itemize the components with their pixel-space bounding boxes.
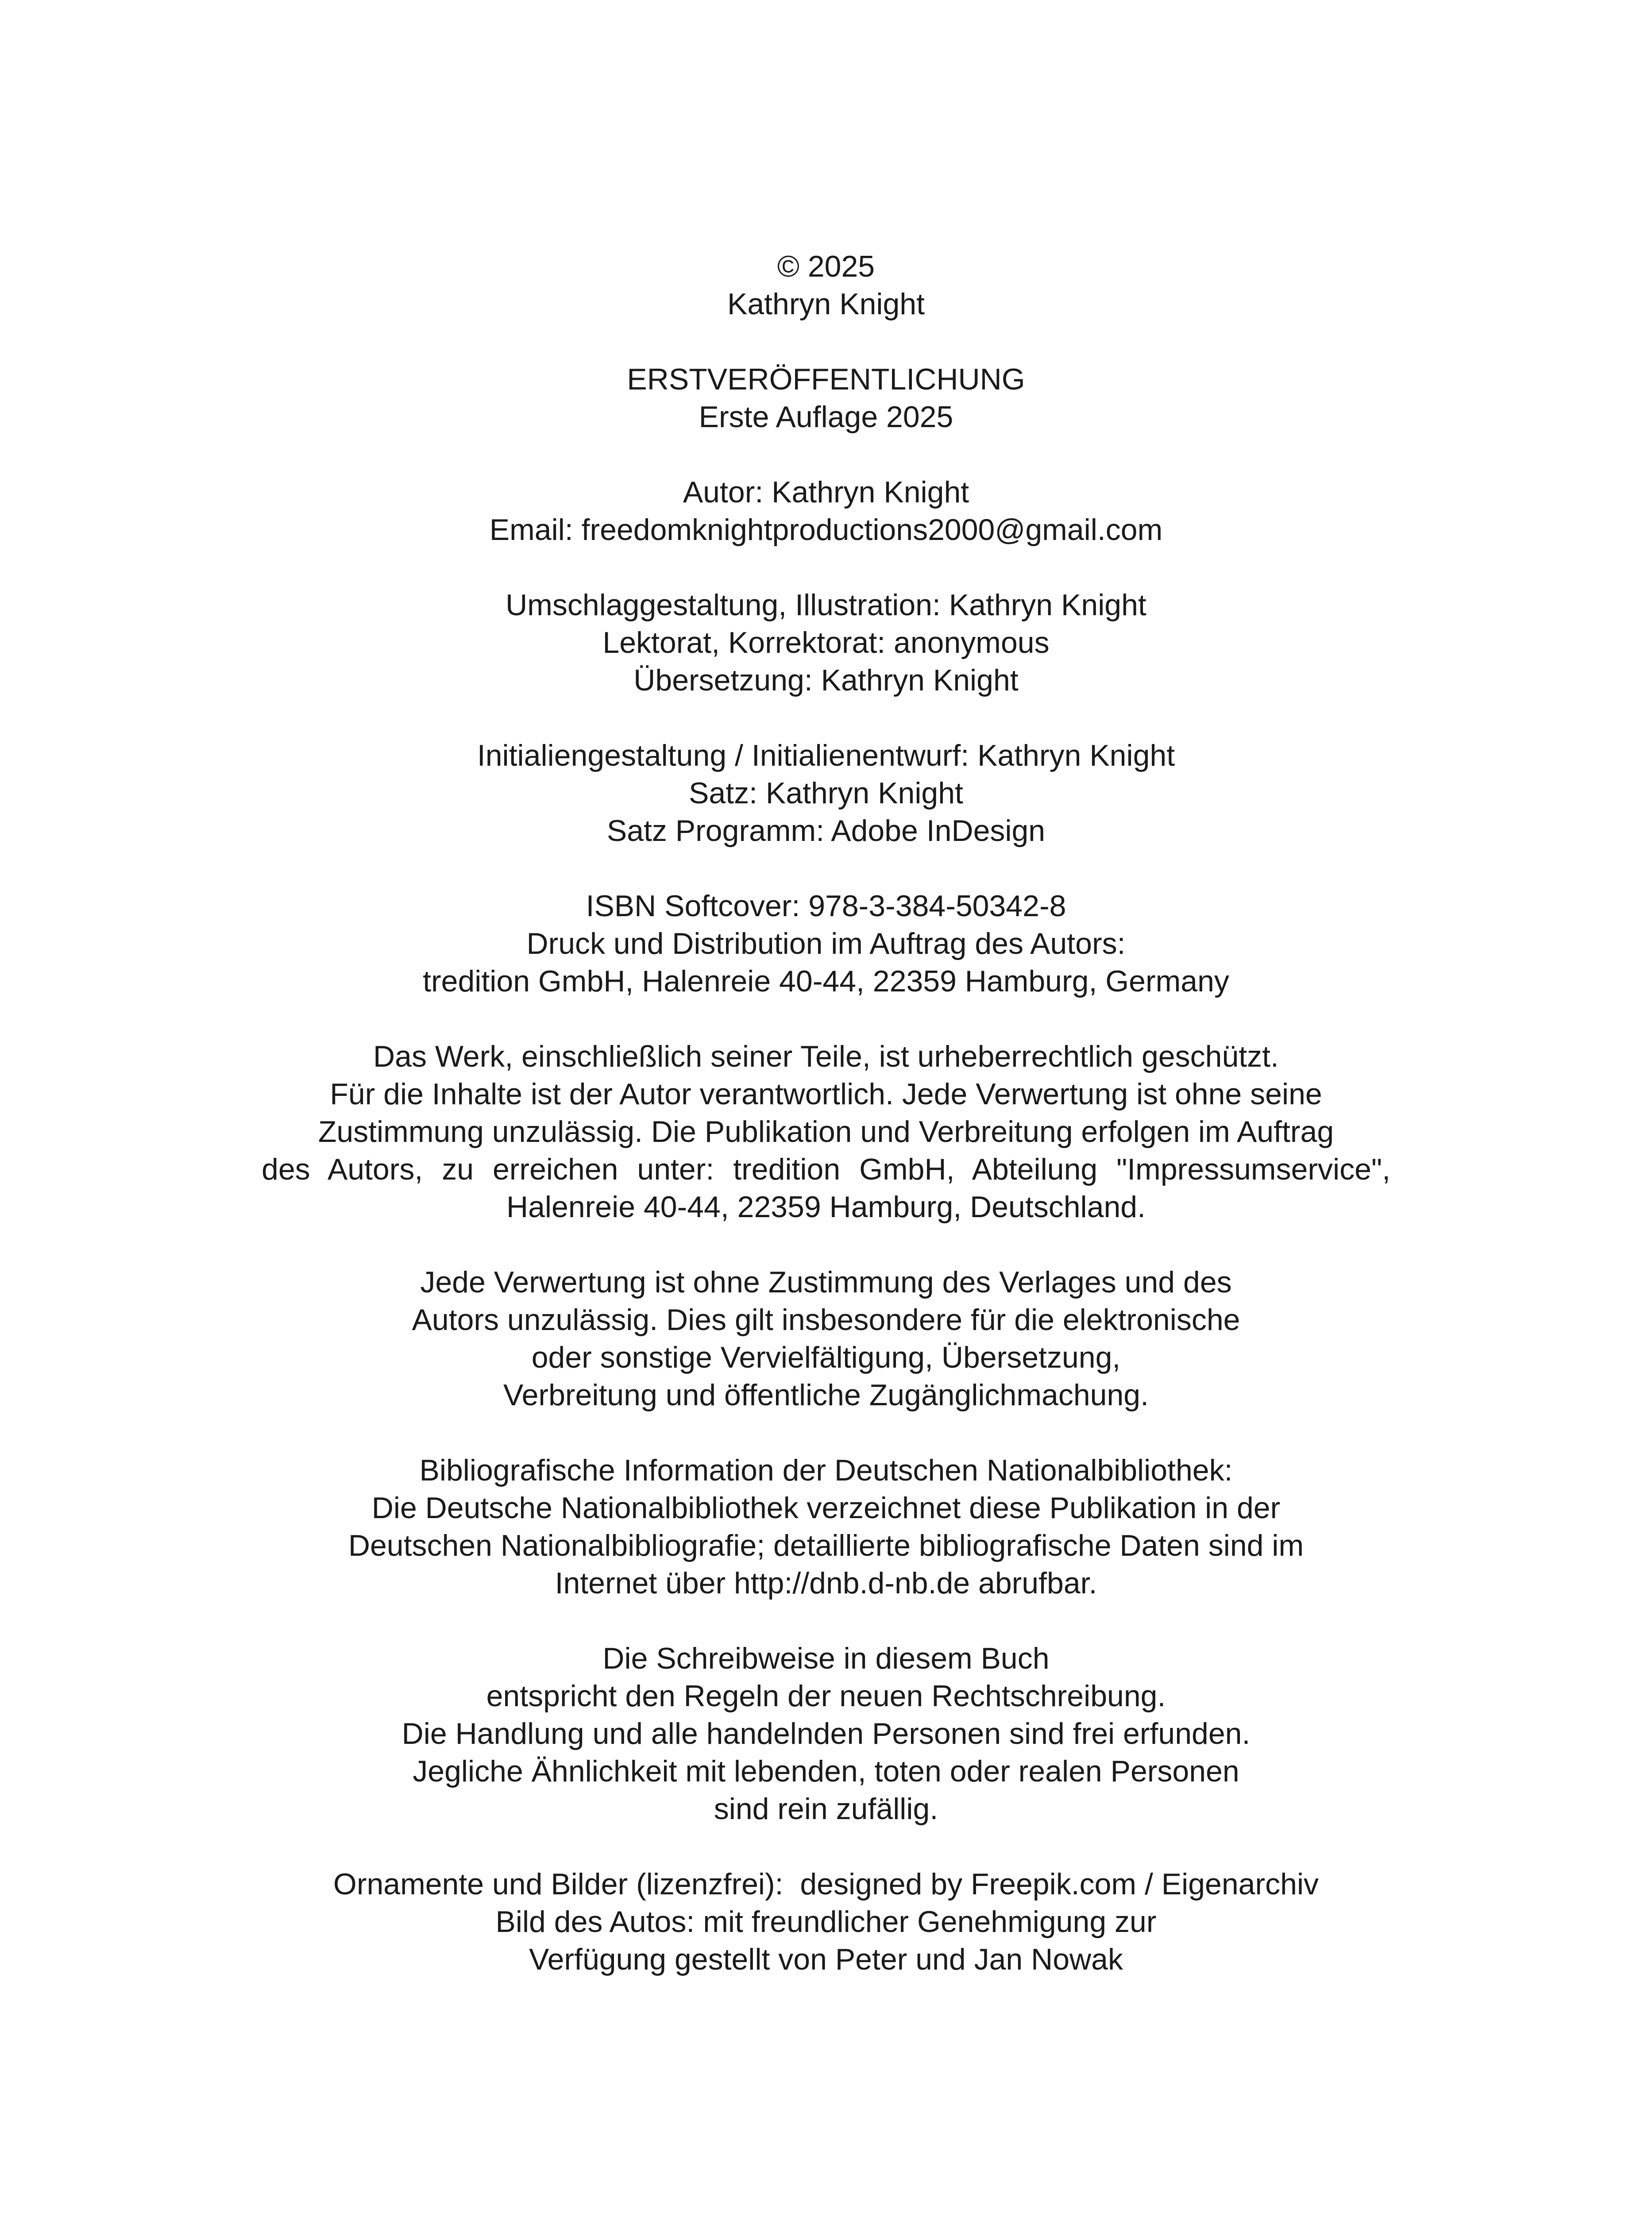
copyright-notice-line: Zustimmung unzulässig. Die Publikation und Verbreitung erfolgen im Auftrag <box>318 1115 1334 1149</box>
copyright-block <box>0 248 1652 323</box>
bibliographic-info-line: Die Deutsche Nationalbibliothek verzeichnet diese Publikation in der <box>371 1491 1281 1525</box>
edition-line: Erste Auflage 2025 <box>699 400 953 434</box>
spelling-fiction-line: Jegliche Ähnlichkeit mit lebenden, toten oder realen Personen <box>413 1754 1239 1788</box>
copyright-holder: Kathryn Knight <box>727 287 925 321</box>
image-credits-block <box>0 1866 1652 1978</box>
spelling-fiction-line: entspricht den Regeln der neuen Rechtschreibung. <box>486 1679 1166 1713</box>
usage-notice-line: Verbreitung und öffentliche Zugänglichmachung. <box>503 1378 1149 1412</box>
copyright-notice-block <box>0 1038 1652 1226</box>
copyright-notice-line: des Autors, zu erreichen unter: tredition GmbH, Abteilung "Impressumservice", <box>262 1153 1390 1186</box>
spelling-fiction-line: Die Schreibweise in diesem Buch <box>602 1642 1050 1675</box>
copyright-notice-line: Das Werk, einschließlich seiner Teile, ist urheberrechtlich geschützt. <box>373 1040 1279 1073</box>
translation-credit: Übersetzung: Kathryn Knight <box>633 663 1019 697</box>
publisher-address: tredition GmbH, Halenreie 40-44, 22359 Hamburg, Germany <box>423 964 1229 998</box>
bibliographic-info-block <box>0 1452 1652 1602</box>
spelling-fiction-line: sind rein zufällig. <box>714 1792 938 1826</box>
usage-notice-line: Jede Verwertung ist ohne Zustimmung des Verlages und des <box>420 1265 1232 1299</box>
bibliographic-info-line: Bibliografische Information der Deutschen Nationalbibliothek: <box>419 1453 1233 1487</box>
edition-heading: ERSTVERÖFFENTLICHUNG <box>627 362 1025 396</box>
copyright-notice-line: Für die Inhalte ist der Autor verantwortlich. Jede Verwertung ist ohne seine <box>330 1077 1322 1111</box>
image-credits-line: Bild des Autos: mit freundlicher Genehmigung zur <box>495 1905 1157 1939</box>
isbn-line: ISBN Softcover: 978-3-384-50342-8 <box>586 889 1066 923</box>
credits-block <box>0 586 1652 699</box>
email-line: Email: freedomknightproductions2000@gmail.com <box>489 513 1163 547</box>
spelling-fiction-notice-block <box>0 1640 1652 1828</box>
image-credits-line: Ornamente und Bilder (lizenzfrei): designed by Freepik.com / Eigenarchiv <box>333 1867 1319 1901</box>
spelling-fiction-line: Die Handlung und alle handelnden Personen sind frei erfunden. <box>401 1717 1251 1750</box>
editing-credit: Lektorat, Korrektorat: anonymous <box>602 626 1050 659</box>
copyright-year: © 2025 <box>777 250 875 283</box>
edition-block <box>0 361 1652 436</box>
initials-credit: Initialiengestaltung / Initialienentwurf: Kathryn Knight <box>477 739 1175 772</box>
usage-notice-line: oder sonstige Vervielfältigung, Übersetzung, <box>531 1341 1121 1374</box>
distribution-line: Druck und Distribution im Auftrag des Autors: <box>526 927 1126 960</box>
bibliographic-info-line: Internet über http://dnb.d-nb.de abrufbar. <box>555 1566 1097 1600</box>
cover-credit: Umschlaggestaltung, Illustration: Kathryn Knight <box>506 588 1146 622</box>
image-credits-line: Verfügung gestellt von Peter und Jan Nowak <box>529 1943 1123 1976</box>
publishing-block <box>0 887 1652 1000</box>
typesetting-program: Satz Programm: Adobe InDesign <box>606 814 1046 848</box>
typesetting-credit: Satz: Kathryn Knight <box>689 776 963 810</box>
copyright-notice-line: Halenreie 40-44, 22359 Hamburg, Deutschland. <box>506 1190 1146 1224</box>
author-line: Autor: Kathryn Knight <box>683 475 969 509</box>
usage-notice-block <box>0 1264 1652 1414</box>
typesetting-block <box>0 737 1652 850</box>
bibliographic-info-line: Deutschen Nationalbibliografie; detaillierte bibliografische Daten sind im <box>348 1529 1304 1562</box>
contact-block <box>0 474 1652 549</box>
imprint-page <box>0 248 1652 1978</box>
usage-notice-line: Autors unzulässig. Dies gilt insbesondere für die elektronische <box>412 1303 1240 1337</box>
